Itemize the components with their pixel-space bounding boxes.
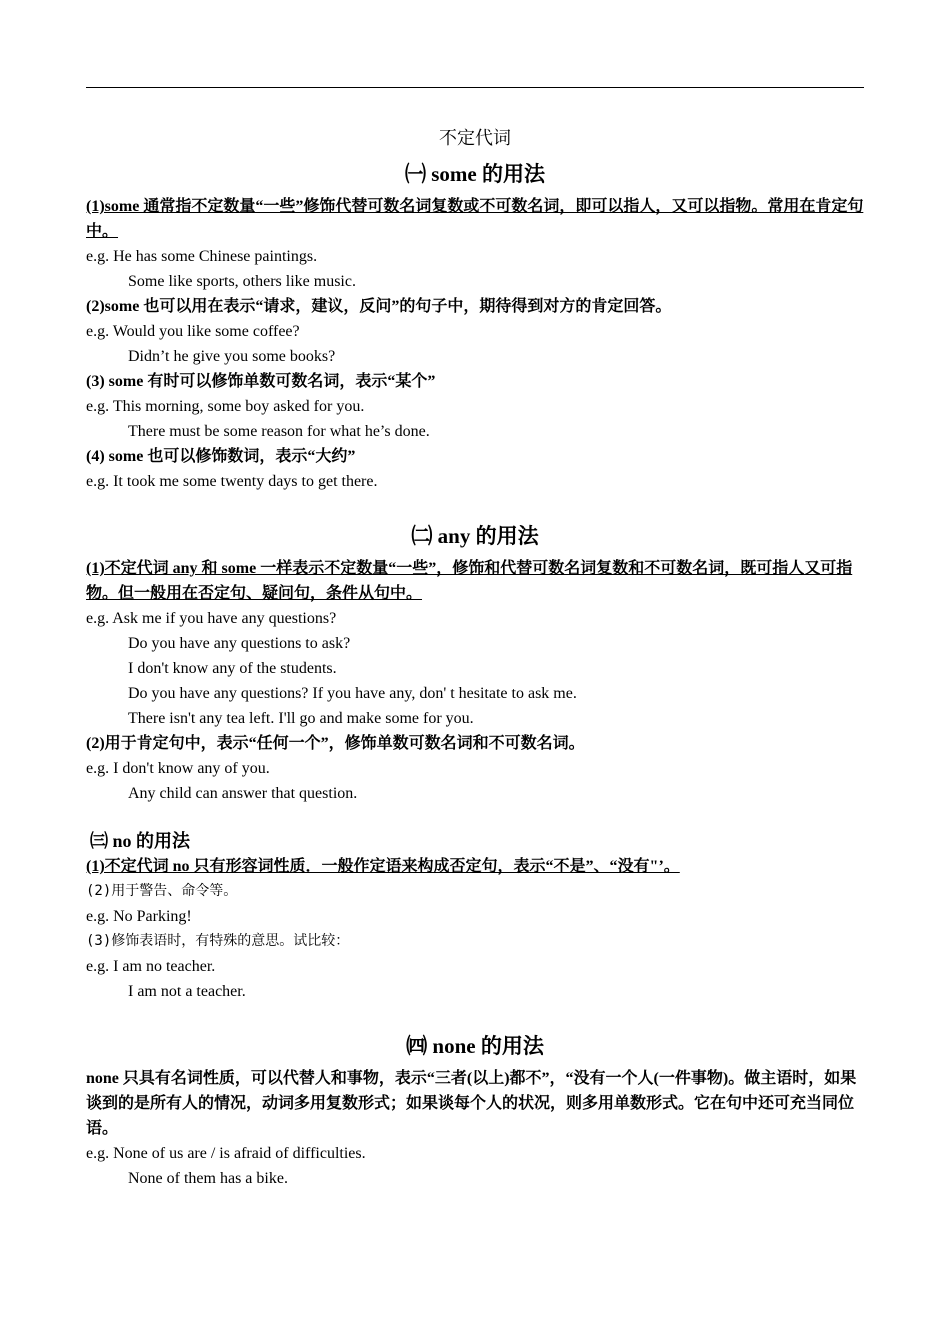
document-body [86, 124, 864, 1191]
section-any-heading: ㈡ any 的用法 [411, 524, 539, 548]
some-example-4: e.g. It took me some twenty days to get there. [86, 473, 378, 490]
document-title: 不定代词 [439, 128, 511, 148]
any-rule-1: (1)不定代词 any 和 some 一样表示不定数量“一些”，修饰和代替可数名词复数和不可数名词，既可指人又可指物。但一般用在否定句、疑问句，条件从句中。 [86, 560, 853, 602]
some-example-2: e.g. Would you like some coffee? [86, 323, 300, 340]
some-rule-4: (4) some 也可以修饰数词，表示“大约” [86, 448, 356, 465]
no-example-3: e.g. I am no teacher. [86, 958, 216, 975]
no-rule-1: (1)不定代词 no 只有形容词性质．一般作定语来构成否定句，表示“不是”、“没有"’。 [86, 858, 680, 875]
some-example-3: e.g. This morning, some boy asked for you. [86, 398, 365, 415]
header-rule [86, 87, 864, 88]
none-rule-1: none 只具有名词性质，可以代替人和事物，表示“三者(以上)都不”，“没有一个人(一件事物)。做主语时，如果谈到的是所有人的情况，动词多用复数形式；如果谈每个人的状况，则多用单数形式。它在句中还可充当同位语。 [86, 1070, 857, 1137]
some-example-3b: There must be some reason for what he’s done. [128, 423, 430, 440]
none-example-1: e.g. None of us are / is afraid of difficulties. [86, 1145, 366, 1162]
some-example-1: e.g. He has some Chinese paintings. [86, 248, 318, 265]
some-example-1b: Some like sports, others like music. [128, 273, 356, 290]
some-rule-2: (2)some 也可以用在表示“请求，建议，反问”的句子中，期待得到对方的肯定回答。 [86, 298, 672, 315]
no-example-3b: I am not a teacher. [128, 983, 246, 1000]
some-rule-1: (1)some 通常指不定数量“一些”修饰代替可数名词复数或不可数名词，即可以指人，又可以指物。常用在肯定句中。 [86, 198, 864, 240]
no-rule-2: (2)用于警告、命令等。 [86, 883, 238, 899]
any-example-2b: Any child can answer that question. [128, 785, 358, 802]
section-no-heading: ㈢ no 的用法 [90, 831, 191, 851]
any-example-1: e.g. Ask me if you have any questions? [86, 610, 337, 627]
any-example-1b: Do you have any questions to ask? [128, 635, 351, 652]
no-rule-3: (3)修饰表语时，有特殊的意思。试比较： [86, 933, 350, 949]
some-rule-3: (3) some 有时可以修饰单数可数名词，表示“某个” [86, 373, 436, 390]
any-rule-2: (2)用于肯定句中，表示“任何一个”，修饰单数可数名词和不可数名词。 [86, 735, 585, 752]
no-example-2: e.g. No Parking! [86, 908, 192, 925]
none-example-1b: None of them has a bike. [128, 1170, 288, 1187]
any-example-2: e.g. I don't know any of you. [86, 760, 270, 777]
any-example-1d: Do you have any questions? If you have any, don' t hesitate to ask me. [128, 685, 577, 702]
section-some-heading: ㈠ some 的用法 [405, 162, 545, 186]
any-example-1c: I don't know any of the students. [128, 660, 337, 677]
section-none-heading: ㈣ none 的用法 [406, 1034, 544, 1058]
any-example-1e: There isn't any tea left. I'll go and make some for you. [128, 710, 474, 727]
some-example-2b: Didn’t he give you some books? [128, 348, 336, 365]
